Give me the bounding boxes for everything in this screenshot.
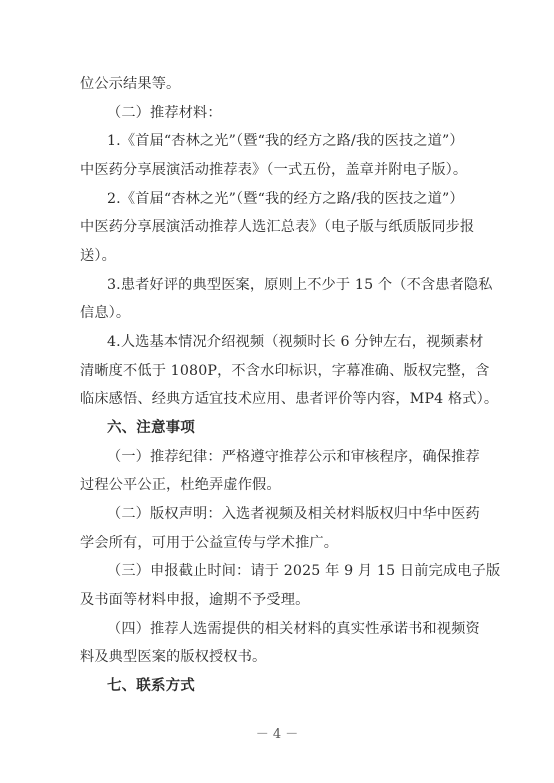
paragraph-line: 1.《首届“杏林之光”（暨“我的经方之路/我的医技之道”）	[107, 133, 464, 150]
paragraph-line: 送）。	[80, 248, 116, 264]
paragraph-line: 2.《首届“杏林之光”（暨“我的经方之路/我的医技之道”）	[107, 190, 464, 207]
paragraph-line: 过程公平公正，杜绝弄虚作假。	[80, 477, 281, 494]
paragraph-line: 临床感悟、经典方适宜技术应用、患者评价等内容，MP4 格式）。	[80, 391, 499, 408]
paragraph-line: 料及典型医案的版权授权书。	[80, 649, 267, 666]
paragraph-line: 中医药分享展演活动推荐表》（一式五份，盖章并附电子版）。	[80, 162, 468, 178]
paragraph-line: 清晰度不低于 1080P，不含水印标识，字幕准确、版权完整，含	[80, 362, 490, 379]
paragraph-line: （一）推荐纪律：严格遵守推荐公示和审核程序，确保推荐	[107, 448, 480, 465]
page-number: － 4 －	[255, 727, 299, 742]
paragraph-line: 学会所有，可用于公益宣传与学术推广。	[80, 534, 339, 551]
paragraph-line: 3.患者好评的典型医案，原则上不少于 15 个（不含患者隐私	[107, 276, 493, 293]
paragraph-line: 及书面等材料申报，逾期不予受理。	[80, 592, 310, 608]
paragraph-line: 位公示结果等。	[80, 76, 181, 92]
paragraph-line: （二）版权声明：入选者视频及相关材料版权归中华中医药	[107, 506, 480, 522]
section-heading: 七、联系方式	[107, 678, 195, 694]
paragraph-line: （四）推荐人选需提供的相关材料的真实性承诺书和视频资	[107, 620, 480, 637]
paragraph-line: （二）推荐材料：	[107, 104, 222, 121]
section-heading: 六、注意事项	[107, 420, 195, 436]
paragraph-line: 信息）。	[80, 305, 131, 322]
paragraph-line: 4.人选基本情况介绍视频（视频时长 6 分钟左右，视频素材	[107, 334, 484, 350]
paragraph-line: 中医药分享展演活动推荐人选汇总表》（电子版与纸质版同步报	[80, 219, 475, 236]
paragraph-line: （三）申报截止时间：请于 2025 年 9 月 15 日前完成电子版	[107, 563, 501, 580]
